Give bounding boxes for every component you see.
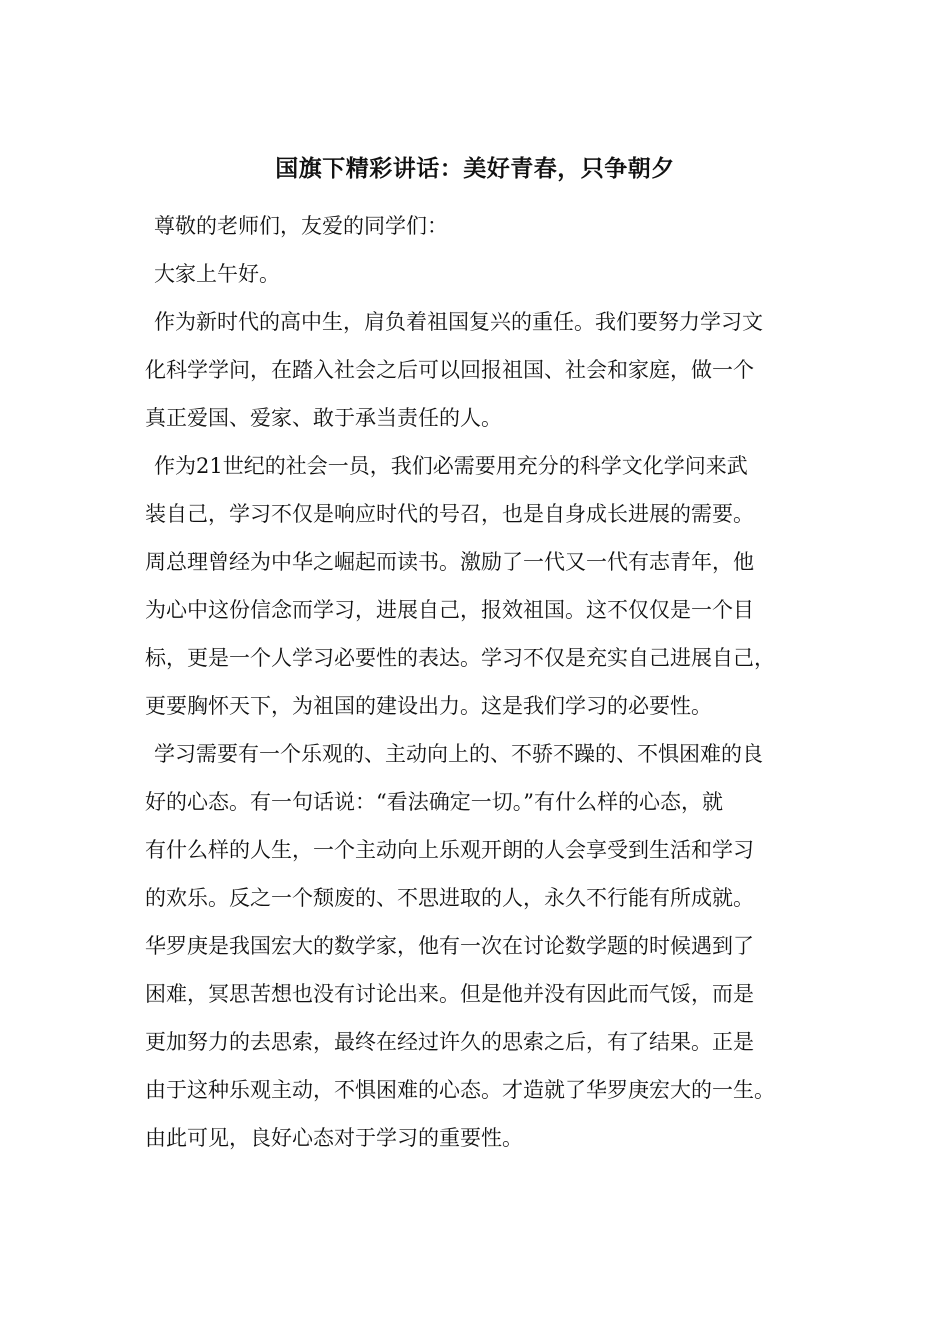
text-line: 有什么样的人生，一个主动向上乐观开朗的人会享受到生活和学习 <box>145 838 754 862</box>
document-body <box>145 206 825 1166</box>
text-line: 为心中这份信念而学习，进展自己，报效祖国。这不仅仅是一个目 <box>145 598 754 622</box>
text-line: 标，更是一个人学习必要性的表达。学习不仅是充实自己进展自己， <box>145 646 775 670</box>
text-line: 好的心态。有一句话说：“看法确定一切。”有什么样的心态，就 <box>145 790 723 814</box>
text-line: 真正爱国、爱家、敢于承当责任的人。 <box>145 406 502 430</box>
text-line: 周总理曾经为中华之崛起而读书。激励了一代又一代有志青年，他 <box>145 550 754 574</box>
text-line: 尊敬的老师们，友爱的同学们： <box>154 214 448 238</box>
text-line: 大家上午好。 <box>154 262 280 286</box>
text-line: 学习需要有一个乐观的、主动向上的、不骄不躁的、不惧困难的良 <box>154 742 763 766</box>
text-line: 化科学学问，在踏入社会之后可以回报祖国、社会和家庭，做一个 <box>145 358 754 382</box>
text-line: 作为新时代的高中生，肩负着祖国复兴的重任。我们要努力学习文 <box>154 310 763 334</box>
text-line: 的欢乐。反之一个颓废的、不思进取的人，永久不行能有所成就。 <box>145 886 754 910</box>
text-line: 困难，冥思苦想也没有讨论出来。但是他并没有因此而气馁，而是 <box>145 982 754 1006</box>
text-line: 更要胸怀天下，为祖国的建设出力。这是我们学习的必要性。 <box>145 694 712 718</box>
text-line: 华罗庚是我国宏大的数学家，他有一次在讨论数学题的时候遇到了 <box>145 934 754 958</box>
document-title: 国旗下精彩讲话：美好青春，只争朝夕 <box>275 156 675 182</box>
text-line: 装自己，学习不仅是响应时代的号召，也是自身成长进展的需要。 <box>145 502 754 526</box>
text-line: 更加努力的去思索，最终在经过许久的思索之后，有了结果。正是 <box>145 1030 754 1054</box>
text-line: 由此可见，良好心态对于学习的重要性。 <box>145 1126 523 1150</box>
text-line: 由于这种乐观主动，不惧困难的心态。才造就了华罗庚宏大的一生。 <box>145 1078 775 1102</box>
text-line: 作为21世纪的社会一员，我们必需要用充分的科学文化学问来武 <box>154 454 748 478</box>
